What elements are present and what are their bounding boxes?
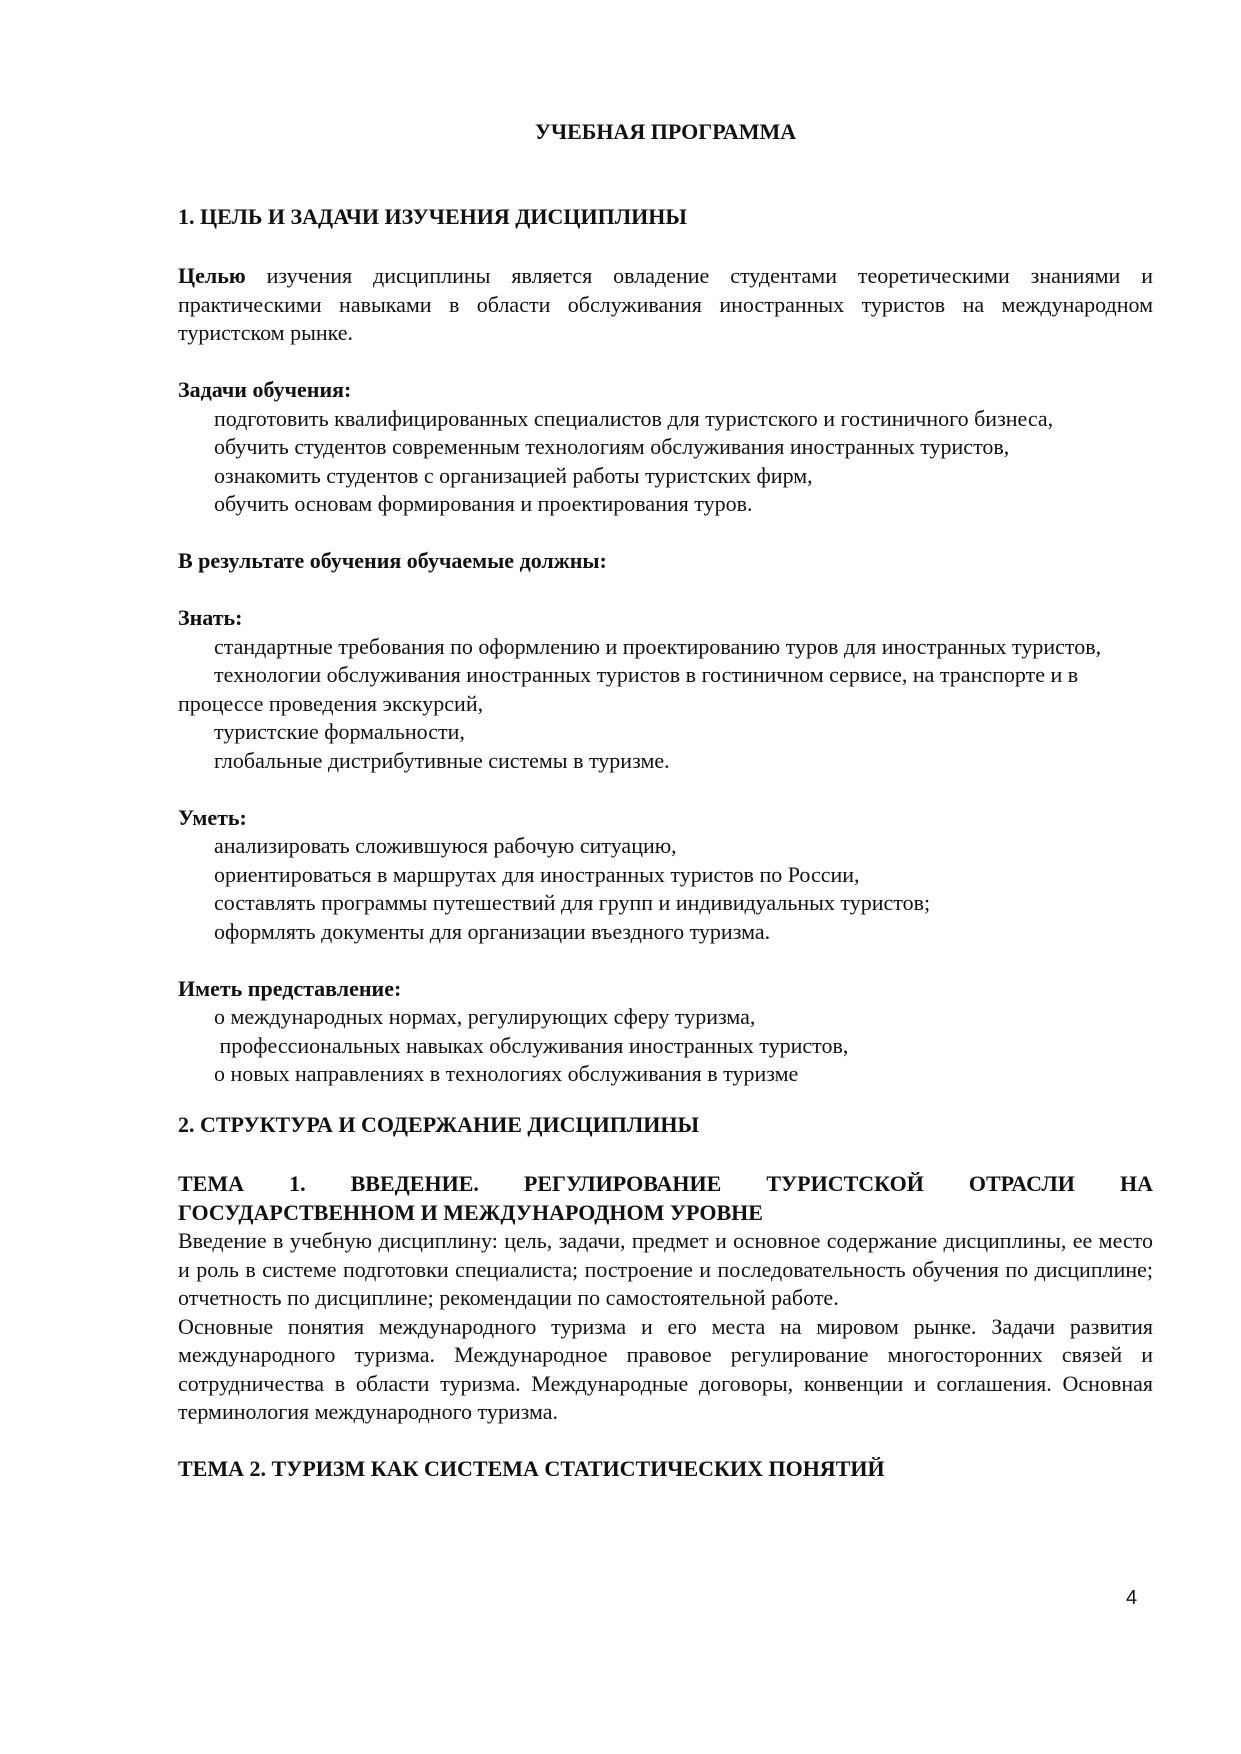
idea-item: о международных нормах, регулирующих сферу туризма,: [214, 1004, 756, 1029]
topic-2-heading: ТЕМА 2. ТУРИЗМ КАК СИСТЕМА СТАТИСТИЧЕСКИХ ПОНЯТИЙ: [178, 1456, 885, 1481]
document-page: [178, 118, 1153, 1484]
skills-heading: Уметь:: [178, 804, 247, 830]
task-item: подготовить квалифицированных специалистов для туристского и гостиничного бизнеса,: [214, 405, 1054, 431]
goal-paragraph: [178, 262, 1153, 348]
know-item: стандартные требования по оформлению и проектированию туров для иностранных туристов,: [214, 633, 1102, 659]
topic-1-heading: ТЕМА 1. ВВЕДЕНИЕ. РЕГУЛИРОВАНИЕ ТУРИСТСКОЙ ОТРАСЛИ НА ГОСУДАРСТВЕННОМ И МЕЖДУНАРОДНОМ УРОВНЕ: [178, 1171, 1153, 1225]
skill-item: оформлять документы для организации въездного туризма.: [214, 918, 771, 944]
section-1-heading: 1. ЦЕЛЬ И ЗАДАЧИ ИЗУЧЕНИЯ ДИСЦИПЛИНЫ: [178, 203, 687, 229]
page-number: 4: [1126, 1587, 1138, 1609]
skill-item: анализировать сложившуюся рабочую ситуацию,: [214, 833, 677, 858]
section-2-heading: 2. СТРУКТУРА И СОДЕРЖАНИЕ ДИСЦИПЛИНЫ: [178, 1111, 700, 1137]
goal-text: изучения дисциплины является овладение студентами теоретическими знаниями и практическими навыками в области обслуживания иностранных туристов на международном туристском рынке.: [178, 263, 1153, 345]
task-item: обучить основам формирования и проектирования туров.: [214, 491, 753, 516]
topic-1-paragraph-2: Основные понятия международного туризма и его места на мировом рынке. Задачи развития международного туризма. Международное правовое регулирование многосторонних связей и сотрудничества в области туризма. Международные договоры, конвенции и соглашения. Основная терминология международного туризма.: [178, 1313, 1153, 1424]
topic-1-paragraph-1: Введение в учебную дисциплину: цель, задачи, предмет и основное содержание дисциплины, ее место и роль в системе подготовки специалиста; построение и последовательность обучения по дисциплине; отчетность по дисциплине; рекомендации по самостоятельной работе.: [178, 1228, 1153, 1310]
skill-item: ориентироваться в маршрутах для иностранных туристов по России,: [214, 861, 860, 887]
know-item: туристские формальности,: [214, 719, 465, 744]
goal-bold-word: Целью: [178, 263, 246, 288]
skill-item: составлять программы путешествий для групп и индивидуальных туристов;: [214, 890, 931, 915]
result-heading: В результате обучения обучаемые должны:: [178, 548, 607, 573]
idea-item: о новых направлениях в технологиях обслуживания в туризме: [214, 1061, 799, 1086]
idea-item: профессиональных навыках обслуживания иностранных туристов,: [214, 1032, 849, 1058]
know-item: технологии обслуживания иностранных туристов в гостиничном сервисе, на транспорте и в процессе проведения экскурсий,: [178, 662, 1079, 716]
document-title: УЧЕБНАЯ ПРОГРАММА: [534, 119, 797, 144]
task-item: обучить студентов современным технологиям обслуживания иностранных туристов,: [214, 434, 1010, 459]
idea-heading: Иметь представление:: [178, 975, 402, 1001]
know-heading: Знать:: [178, 605, 243, 630]
know-item: глобальные дистрибутивные системы в туризме.: [214, 747, 670, 773]
task-item: ознакомить студентов с организацией работы туристских фирм,: [214, 462, 813, 488]
tasks-heading: Задачи обучения:: [178, 377, 352, 402]
